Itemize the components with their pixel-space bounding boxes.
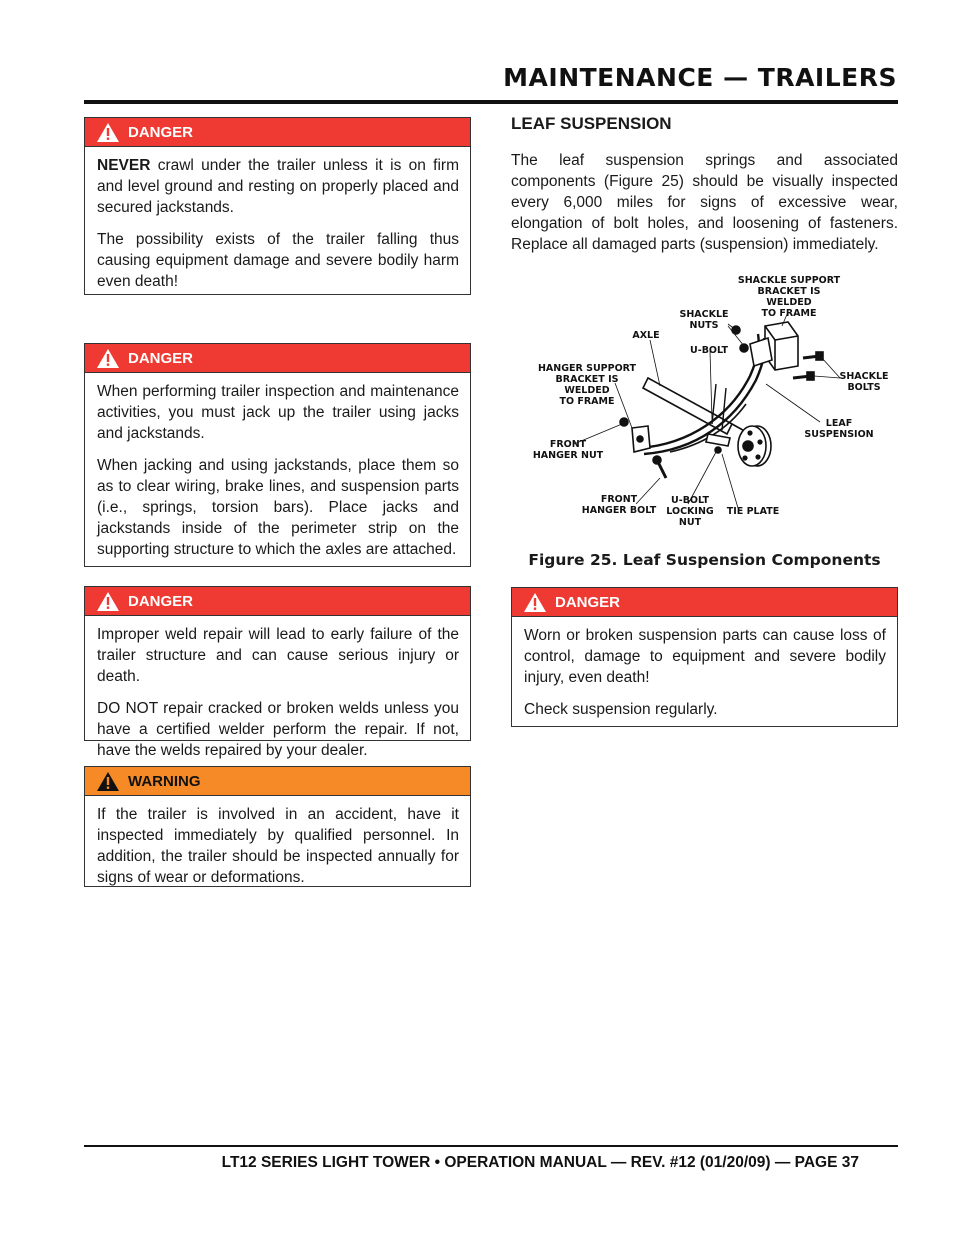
label-leaf-suspension: LEAF SUSPENSION: [804, 418, 874, 440]
emphasis-never: NEVER: [97, 157, 151, 174]
label-axle: AXLE: [632, 330, 660, 341]
danger-paragraph: The possibility exists of the trailer falling thus causing equipment damage and severe bodily harm even death!: [97, 231, 459, 290]
danger-label: DANGER: [555, 593, 621, 611]
warning-triangle-icon: [97, 592, 119, 611]
section-heading: LEAF SUSPENSION: [511, 114, 672, 133]
danger-paragraph: Worn or broken suspension parts can cause loss of control, damage to equipment and severe bodily injury, even death!: [524, 627, 886, 686]
danger-box-2: [84, 343, 471, 567]
danger-paragraph: DO NOT repair cracked or broken welds unless you have a certified welder perform the repair. If not, have the welds repaired by your dealer.: [97, 700, 459, 759]
warning-triangle-icon: [524, 593, 546, 612]
danger-label: DANGER: [128, 592, 194, 610]
label-hanger-support: HANGER SUPPORT BRACKET IS WELDED TO FRAME: [537, 363, 637, 407]
section-paragraph: The leaf suspension springs and associated components (Figure 25) should be visually inspected every 6,000 miles for signs of excessive wear, elongation of bolt holes, and loosening of fasteners. Replace all damaged parts (suspension) immediately.: [511, 152, 898, 253]
label-front-hanger-nut: FRONT HANGER NUT: [532, 439, 604, 461]
label-shackle-support: SHACKLE SUPPORT BRACKET IS WELDED TO FRAME: [737, 275, 841, 319]
warning-triangle-icon: [97, 349, 119, 368]
label-shackle-nuts: SHACKLE NUTS: [679, 309, 729, 331]
footer-rule: [84, 1145, 898, 1147]
label-u-bolt: U-BOLT: [690, 345, 728, 356]
warning-header: [85, 767, 470, 796]
warning-paragraph: If the trailer is involved in an accident, have it inspected immediately by qualified personnel. In addition, the trailer should be inspected annually for signs of wear or deformations.: [97, 806, 459, 886]
danger-paragraph: Check suspension regularly.: [524, 701, 718, 718]
page-title: MAINTENANCE — TRAILERS: [503, 63, 897, 92]
label-tie-plate: TIE PLATE: [726, 506, 780, 517]
leaf-suspension-figure: [520, 266, 890, 536]
label-front-hanger-bolt: FRONT HANGER BOLT: [581, 494, 657, 516]
warning-label: WARNING: [128, 772, 201, 790]
title-rule: [84, 100, 898, 104]
label-shackle-bolts: SHACKLE BOLTS: [839, 371, 889, 393]
figure-caption: Figure 25. Leaf Suspension Components: [528, 551, 881, 569]
danger-header: [85, 587, 470, 616]
danger-paragraph: [97, 155, 459, 218]
danger-header: [85, 344, 470, 373]
warning-box: [84, 766, 471, 887]
danger-box-1: [84, 117, 471, 295]
danger-paragraph: When performing trailer inspection and maintenance activities, you must jack up the trailer using jacks and jackstands.: [97, 383, 459, 442]
danger-box-3: [84, 586, 471, 759]
danger-paragraph: When jacking and using jackstands, place them so as to clear wiring, brake lines, and suspension parts (i.e., springs, torsion bars). Place jacks and jackstands inside of the perimeter strip on the supporting structure to which the axles are attached.: [97, 457, 459, 558]
label-u-bolt-locking-nut: U-BOLT LOCKING NUT: [666, 495, 714, 528]
danger-paragraph: Improper weld repair will lead to early failure of the trailer structure and can cause serious injury or death.: [97, 626, 459, 685]
danger-text: crawl under the trailer unless it is on firm and level ground and resting on properly placed and secured jackstands.: [97, 157, 459, 216]
danger-header: [512, 588, 897, 617]
danger-box-4: [511, 587, 898, 727]
danger-label: DANGER: [128, 123, 194, 141]
danger-label: DANGER: [128, 349, 194, 367]
warning-triangle-icon: [97, 772, 119, 791]
danger-header: [85, 118, 470, 147]
warning-triangle-icon: [97, 123, 119, 142]
footer-text: LT12 SERIES LIGHT TOWER • OPERATION MANUAL — REV. #12 (01/20/09) — PAGE 37: [221, 1154, 859, 1171]
